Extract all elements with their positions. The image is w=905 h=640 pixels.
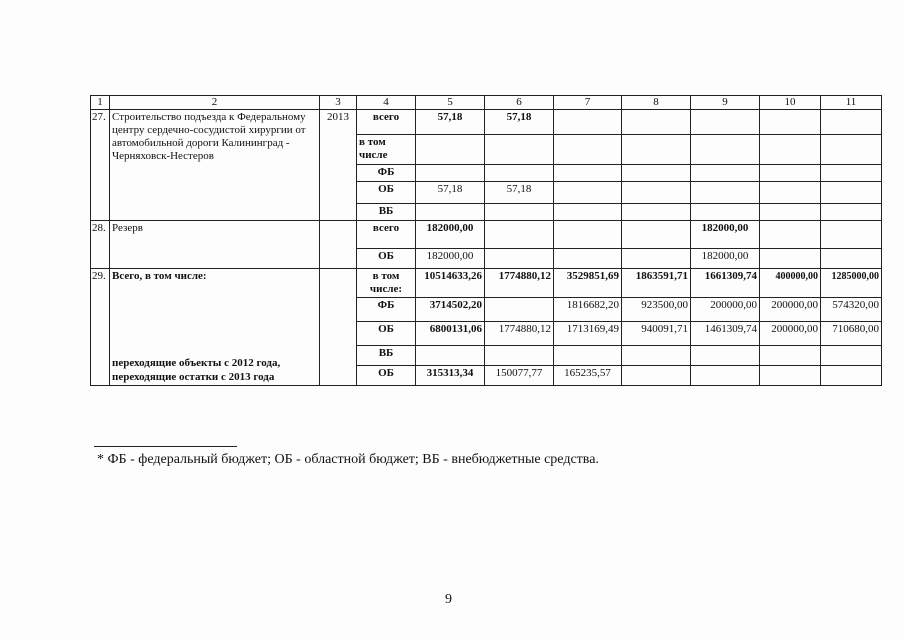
empty-cell — [691, 204, 760, 221]
header-cell: 2 — [110, 96, 320, 110]
row-number: 29. — [91, 269, 110, 386]
empty-cell — [554, 221, 622, 249]
source-label: в том числе — [357, 135, 416, 165]
source-label: ФБ — [357, 298, 416, 322]
empty-cell — [320, 221, 357, 269]
value-cell: 1661309,74 — [691, 269, 760, 298]
source-label: ВБ — [357, 346, 416, 366]
empty-cell — [554, 346, 622, 366]
empty-cell — [622, 135, 691, 165]
source-label: в том числе: — [357, 269, 416, 298]
value-cell: 574320,00 — [821, 298, 882, 322]
empty-cell — [760, 135, 821, 165]
summary-subtitle-1: переходящие объекты с 2012 года, — [112, 357, 281, 369]
empty-cell — [760, 366, 821, 386]
value-cell: 3529851,69 — [554, 269, 622, 298]
source-label: всего — [357, 110, 416, 135]
source-label: ВБ — [357, 204, 416, 221]
value-cell: 200000,00 — [760, 298, 821, 322]
empty-cell — [554, 135, 622, 165]
row-number: 27. — [91, 110, 110, 221]
empty-cell — [760, 346, 821, 366]
page-number: 9 — [445, 592, 452, 607]
empty-cell — [691, 165, 760, 182]
empty-cell — [821, 110, 882, 135]
empty-cell — [691, 346, 760, 366]
source-label: ФБ — [357, 165, 416, 182]
empty-cell — [416, 204, 485, 221]
empty-cell — [622, 182, 691, 204]
empty-cell — [760, 204, 821, 221]
empty-cell — [821, 135, 882, 165]
empty-cell — [622, 249, 691, 269]
empty-cell — [622, 110, 691, 135]
empty-cell — [554, 204, 622, 221]
source-label: ОБ — [357, 249, 416, 269]
empty-cell — [485, 249, 554, 269]
value-cell: 182000,00 — [416, 221, 485, 249]
empty-cell — [821, 221, 882, 249]
empty-cell — [760, 221, 821, 249]
header-cell: 4 — [357, 96, 416, 110]
header-cell: 3 — [320, 96, 357, 110]
value-cell: 57,18 — [485, 182, 554, 204]
empty-cell — [416, 135, 485, 165]
row-number: 28. — [91, 221, 110, 269]
empty-cell — [691, 135, 760, 165]
header-cell: 10 — [760, 96, 821, 110]
value-cell: 1816682,20 — [554, 298, 622, 322]
empty-cell — [821, 249, 882, 269]
empty-cell — [485, 346, 554, 366]
value-cell: 6800131,06 — [416, 322, 485, 346]
empty-cell — [622, 346, 691, 366]
source-label: всего — [357, 221, 416, 249]
empty-cell — [760, 249, 821, 269]
object-name: Резерв — [110, 221, 320, 269]
empty-cell — [554, 182, 622, 204]
header-cell: 11 — [821, 96, 882, 110]
empty-cell — [622, 165, 691, 182]
value-cell: 315313,34 — [416, 366, 485, 386]
table-row — [91, 269, 882, 298]
footnote: * ФБ - федеральный бюджет; ОБ - областной бюджет; ВБ - внебюджетные средства. — [97, 452, 599, 467]
value-cell: 3714502,20 — [416, 298, 485, 322]
empty-cell — [691, 366, 760, 386]
empty-cell — [622, 204, 691, 221]
value-cell: 57,18 — [485, 110, 554, 135]
empty-cell — [622, 221, 691, 249]
value-cell: 200000,00 — [760, 322, 821, 346]
value-cell — [485, 298, 554, 322]
empty-cell — [691, 110, 760, 135]
empty-cell — [821, 165, 882, 182]
table-row — [91, 110, 882, 135]
value-cell: 57,18 — [416, 110, 485, 135]
empty-cell — [554, 249, 622, 269]
object-name: Строительство подъезда к Федеральному центру сердечно-сосудистой хирургии от автомобильной дороги Калининград - Черняховск-Нестеров — [110, 110, 320, 221]
empty-cell — [554, 110, 622, 135]
object-name — [110, 269, 320, 386]
empty-cell — [760, 110, 821, 135]
empty-cell — [416, 346, 485, 366]
value-cell: 400000,00 — [760, 269, 821, 298]
value-cell: 182000,00 — [691, 221, 760, 249]
empty-cell — [416, 165, 485, 182]
value-cell: 10514633,26 — [416, 269, 485, 298]
source-label: ОБ — [357, 182, 416, 204]
empty-cell — [485, 204, 554, 221]
header-cell: 8 — [622, 96, 691, 110]
source-label: ОБ — [357, 366, 416, 386]
empty-cell — [485, 221, 554, 249]
value-cell: 1461309,74 — [691, 322, 760, 346]
year-cell: 2013 — [320, 110, 357, 221]
value-cell: 182000,00 — [416, 249, 485, 269]
value-cell: 150077,77 — [485, 366, 554, 386]
empty-cell — [485, 135, 554, 165]
empty-cell — [691, 182, 760, 204]
value-cell: 1774880,12 — [485, 269, 554, 298]
value-cell: 923500,00 — [622, 298, 691, 322]
header-cell: 5 — [416, 96, 485, 110]
header-cell: 7 — [554, 96, 622, 110]
empty-cell — [320, 269, 357, 386]
value-cell: 165235,57 — [554, 366, 622, 386]
source-label: ОБ — [357, 322, 416, 346]
empty-cell — [760, 165, 821, 182]
empty-cell — [760, 182, 821, 204]
header-cell: 6 — [485, 96, 554, 110]
table-row — [91, 221, 882, 249]
empty-cell — [821, 346, 882, 366]
empty-cell — [622, 366, 691, 386]
value-cell: 940091,71 — [622, 322, 691, 346]
summary-title: Всего, в том числе: — [112, 270, 207, 282]
header-cell: 9 — [691, 96, 760, 110]
header-cell: 1 — [91, 96, 110, 110]
header-row — [91, 96, 882, 110]
value-cell: 1863591,71 — [622, 269, 691, 298]
value-cell: 57,18 — [416, 182, 485, 204]
empty-cell — [554, 165, 622, 182]
value-cell: 1285000,00 — [821, 269, 882, 298]
empty-cell — [821, 366, 882, 386]
empty-cell — [821, 204, 882, 221]
value-cell: 1713169,49 — [554, 322, 622, 346]
footnote-divider — [94, 446, 237, 447]
summary-subtitle-2: переходящие остатки с 2013 года — [112, 371, 275, 383]
value-cell: 200000,00 — [691, 298, 760, 322]
value-cell: 182000,00 — [691, 249, 760, 269]
budget-table — [90, 95, 882, 386]
value-cell: 1774880,12 — [485, 322, 554, 346]
value-cell: 710680,00 — [821, 322, 882, 346]
empty-cell — [485, 165, 554, 182]
empty-cell — [821, 182, 882, 204]
